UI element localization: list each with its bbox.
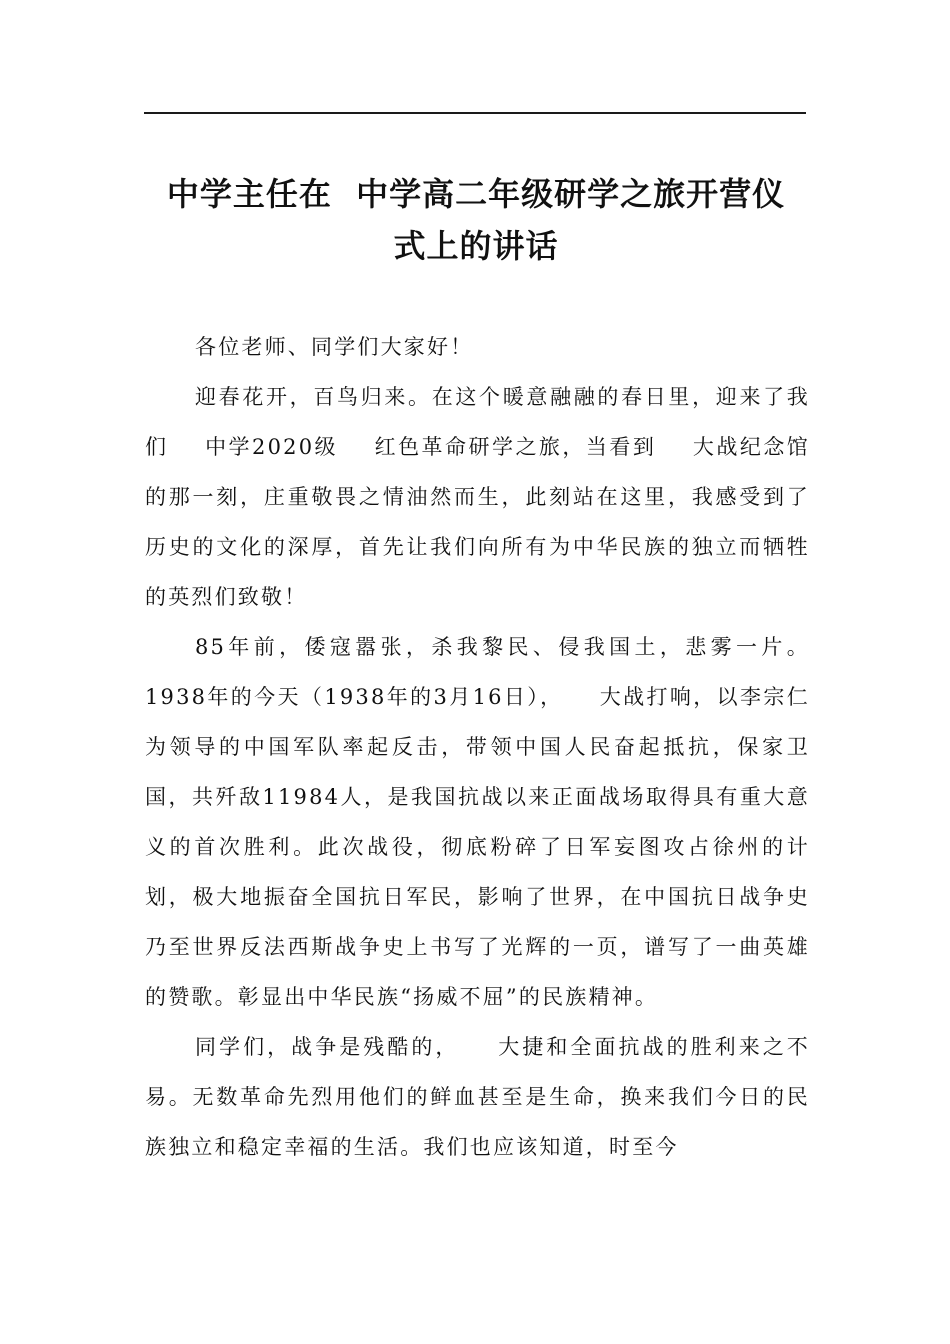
body-paragraph: 同学们，战争是残酷的， 大捷和全面抗战的胜利来之不易。无数革命先烈用他们的鲜血甚至是生命，换来我们今日的民族独立和稳定幸福的生活。我们也应该知道，时至今 — [145, 1035, 810, 1159]
header-rule — [144, 112, 806, 114]
document-title — [140, 168, 812, 272]
body-paragraph: 迎春花开，百鸟归来。在这个暖意融融的春日里，迎来了我们 中学2020级 红色革命研学之旅，当看到 大战纪念馆的那一刻，庄重敬畏之情油然而生，此刻站在这里，我感受到了 历史的文化的深厚，首先让我们向所有为中华民族的独立而牺牲的英烈们致敬！ — [145, 385, 846, 609]
greeting-paragraph: 各位老师、同学们大家好！ — [195, 335, 474, 359]
document-body — [145, 322, 846, 1172]
body-paragraph: 85年前，倭寇嚣张，杀我黎民、侵我国土，悲雾一片。1938年的今天（1938年的3月16日）， 大战打响，以李宗仁为领导的中国军队率起反击，带领中国人民奋起抵抗，保家卫国，共歼敌11984人，是我国抗战以来正面战场取得具有重大意义的首次胜利。此次战役，彻底粉碎了日军妄图攻占徐州的计划，极大地振奋全国抗日军民，影响了世界，在中国抗日战争史乃至世界反法西斯战争史上书写了光辉的一页，谱写了一曲英雄的赞歌。彰显出中华民族“扬威不屈”的民族精神。 — [145, 635, 810, 1009]
title-line-1: 中学主任在 中学高二年级研学之旅开营仪 — [166, 175, 786, 213]
title-line-2: 式上的讲话 — [393, 227, 559, 265]
